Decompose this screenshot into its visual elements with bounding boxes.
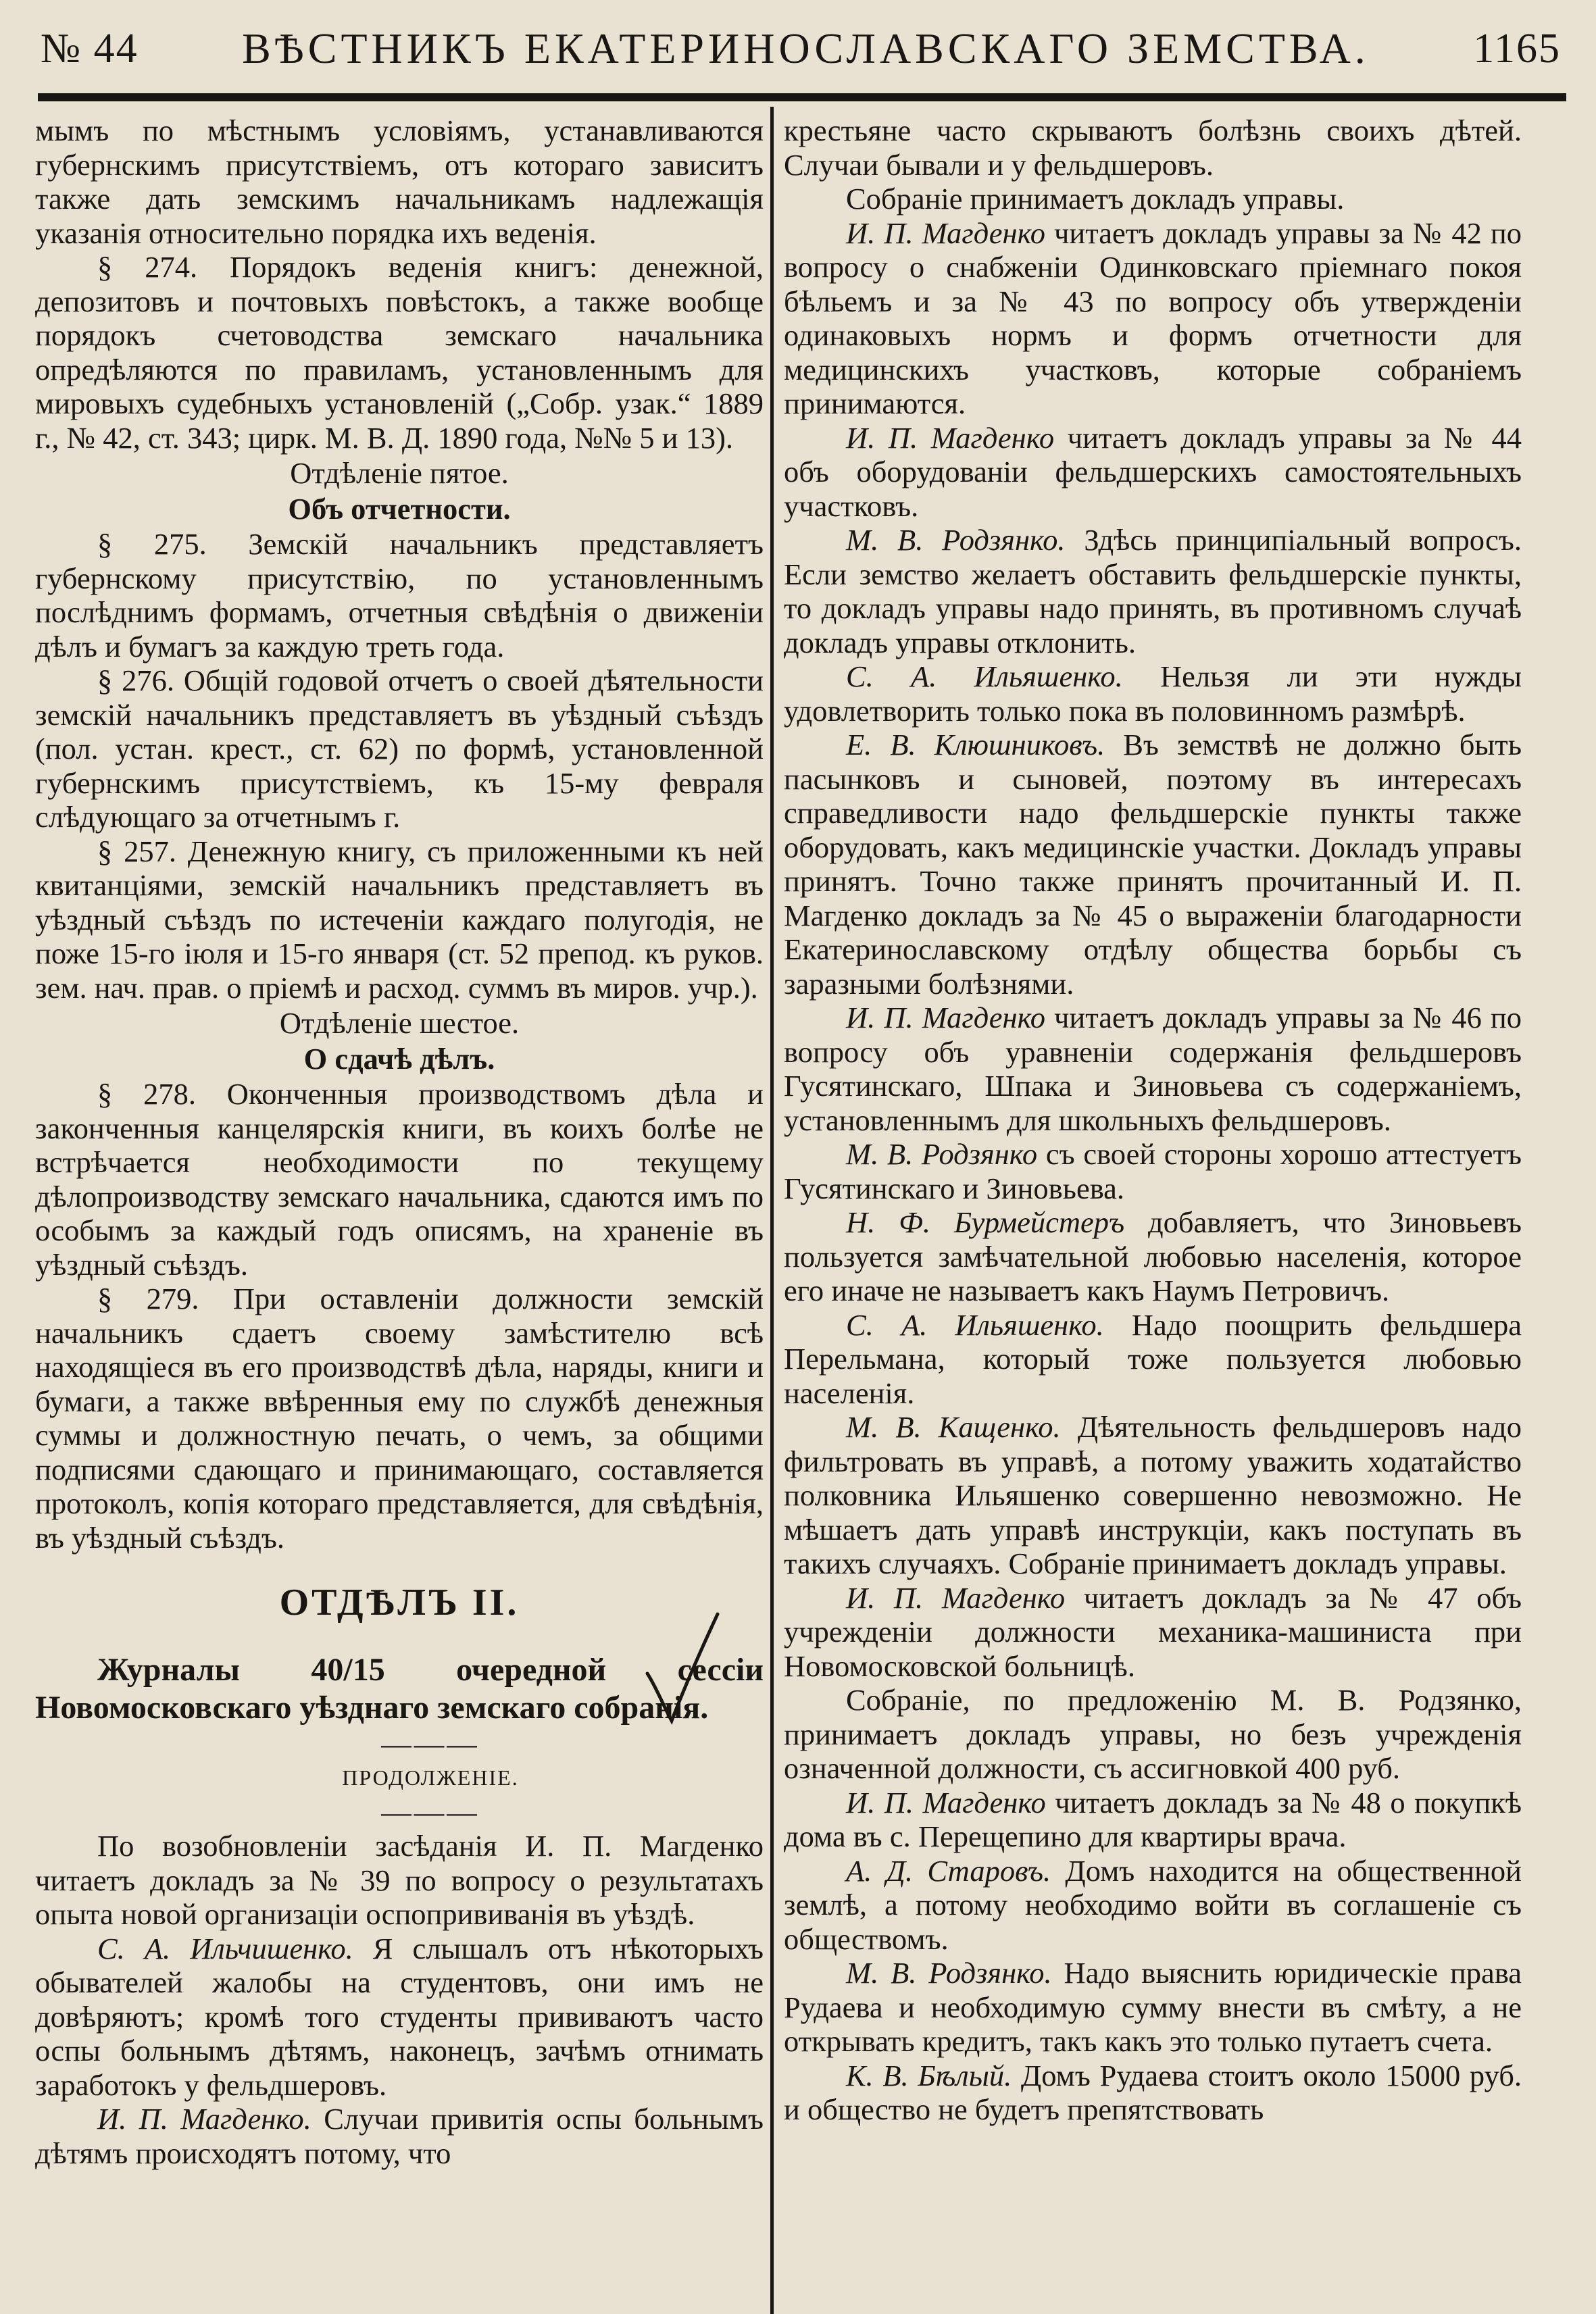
speech-text: читаетъ докладъ за № 47 объ учрежденіи должности механика-машиниста при Новомосковской больницѣ. [784,1580,1522,1683]
paragraph-276: § 276. Общій годовой отчетъ о своей дѣятельности земскій начальникъ представляетъ въ уѣздный съѣздъ (пол. устан. крест., ст. 62) по формѣ, установленной губернскимъ присутствіемъ, къ 15-му февраля слѣдующаго за отчетнымъ г. [35,663,764,834]
speaker-name: М. В. Родзянко [846,1137,1038,1171]
speech-paragraph [784,1581,1522,1684]
speech-text: Домъ Рудаева стоитъ около 15000 руб. и общество не будетъ препятствовать [784,2058,1522,2126]
speaker-name: И. П. Магденко [846,1785,1046,1819]
speech-text: Въ земствѣ не должно быть пасынковъ и сыновей, поэтому въ интересахъ справедливости надо фельдшерскіе пункты также оборудовать, какъ медицинскіе участки. Докладъ управы принятъ. Точно также принятъ прочитанный И. П. Магденко докладъ за № 45 о выраженіи благодарности Екатеринославскому отдѣлу общества борьбы съ заразными болѣзнями. [784,728,1522,1001]
speech-text: Случаи привитія оспы больнымъ дѣтямъ происходятъ потому, что [35,2102,764,2170]
continuation-label: ПРОДОЛЖЕНІЕ. [342,1765,519,1790]
column-divider [770,107,774,2314]
speech-paragraph [784,728,1522,1001]
speaker-name: М. В. Родзянко. [846,523,1066,557]
speech-paragraph [784,523,1522,659]
speech-paragraph [784,659,1522,728]
speech-text: читаетъ докладъ управы за № 46 по вопросу объ уравненіи содержанія фельдшеровъ Гусятинскаго, Шпака и Зиновьева съ содержаніемъ, установленнымъ для школьныхъ фельдшеровъ. [784,1001,1522,1137]
paragraph-279: § 279. При оставленіи должности земскій начальникъ сдаетъ своему замѣстителю всѣ находящіеся въ его производствѣ дѣла, наряды, книги и бумаги, а также ввѣренныя ему по службѣ денежныя суммы и должностную печать, о чемъ, за общими подписями сдающаго и принимающаго, составляется протоколъ, копія котораго представляется, для свѣдѣнія, въ уѣздный съѣздъ. [35,1282,764,1555]
separator-dash: ——— [381,1726,480,1761]
publication-title: ВѢСТНИКЪ ЕКАТЕРИНОСЛАВСКАГО ЗЕМСТВА. [242,24,1370,72]
subsection-title: Объ отчетности. [288,491,511,526]
speaker-name: И. П. Магденко [846,1580,1066,1615]
speaker-name: А. Д. Старовъ. [846,1853,1051,1888]
speaker-name: И. П. Магденко [846,420,1055,455]
speech-paragraph [784,1786,1522,1854]
speech-text: Домъ находится на общественной землѣ, а потому необходимо войти въ соглашеніе съ обществомъ. [784,1853,1522,1956]
speech-text: Нельзя ли эти нужды удовлетворить только пока въ половинномъ размѣрѣ. [784,659,1522,728]
paragraph: мымъ по мѣстнымъ условіямъ, устанавливаются губернскимъ присутствіемъ, отъ котораго зависитъ также дать земскимъ начальникамъ надлежащія указанія относительно порядка ихъ веденія. [35,114,764,250]
left-column [35,114,764,2306]
speech-text: Я слышалъ отъ нѣкоторыхъ обывателей жалобы на студентовъ, они имъ не довѣряютъ; кромѣ того студенты прививаютъ часто оспы больнымъ дѣтямъ, наконецъ, зачѣмъ отнимать заработокъ у фельдшеровъ. [35,1931,764,2102]
speech-paragraph [784,2059,1522,2127]
subsection-label: Отдѣленіе шестое. [279,1006,520,1040]
subsection-title: О сдачѣ дѣлъ. [303,1041,495,1076]
speech-paragraph [35,2102,764,2170]
speech-paragraph [35,1932,764,2103]
speech-text: Здѣсь принципіальный вопросъ. Если земство желаетъ обставить фельдшерскіе пункты, то докладъ управы надо принять, въ противномъ случаѣ докладъ управы отклонить. [784,523,1522,659]
speech-text: съ своей стороны хорошо аттестуетъ Гусятинскаго и Зиновьева. [784,1137,1522,1205]
right-column [784,114,1522,2306]
header-rule [38,93,1566,101]
paragraph: Собраніе, по предложенію М. В. Родзянко, принимаетъ докладъ управы, но безъ учрежденія означенной должности, съ ассигновкой 400 руб. [784,1683,1522,1785]
speech-paragraph [784,216,1522,421]
speaker-name: С. А. Ильяшенко. [846,1307,1104,1342]
paragraph-278: § 278. Оконченныя производствомъ дѣла и законченныя канцелярскія книги, въ коихъ болѣе не встрѣчается необходимости по текущему дѣлопроизводству земскаго начальника, сдаются имъ по особымъ за каждый годъ описямъ, на храненіе въ уѣздный съѣздъ. [35,1077,764,1282]
section-heading: ОТДѢЛЪ II. [279,1582,520,1624]
handwritten-checkmark-icon [642,1611,723,1726]
speech-paragraph [784,1205,1522,1308]
speech-paragraph [784,1137,1522,1205]
speech-paragraph [784,1308,1522,1411]
speech-paragraph [784,1854,1522,1957]
paragraph-275: § 275. Земскій начальникъ представляетъ губернскому присутствію, по установленнымъ послѣднимъ формамъ, отчетныя свѣдѣнія о движеніи дѣлъ и бумагъ за каждую треть года. [35,527,764,663]
speech-paragraph [784,1001,1522,1137]
paragraph-257: § 257. Денежную книгу, съ приложенными къ ней квитанціями, земскій начальникъ представляетъ въ уѣздный съѣздъ по истеченіи каждаго полугодія, не поже 15-го іюля и 15-го января (ст. 52 препод. къ руков. зем. нач. прав. о пріемѣ и расход. суммъ въ миров. учр.). [35,834,764,1005]
speech-text: читаетъ докладъ управы за № 42 по вопросу о снабженіи Одинковскаго пріемнаго покоя бѣльемъ и за № 43 по вопросу объ утвержденіи одинаковыхъ нормъ и формъ отчетности для медицинскихъ участковъ, которые собраніемъ принимаются. [784,216,1522,420]
paragraph: По возобновленіи засѣданія И. П. Магденко читаетъ докладъ за № 39 по вопросу о результатахъ опыта новой организаціи оспопрививанія въ уѣздѣ. [35,1829,764,1931]
speaker-name: И. П. Магденко [846,1001,1045,1034]
speaker-name: С. А. Ильчишенко. [97,1931,353,1965]
speech-paragraph [784,1956,1522,2059]
speaker-name: Н. Ф. Бурмейстеръ [846,1205,1125,1239]
speech-text: добавляетъ, что Зиновьевъ пользуется замѣчательной любовью населенія, которое его иначе не называетъ какъ Наумъ Петровичъ. [784,1205,1522,1307]
journal-title: Журналы 40/15 очередной сессіи Новомосковскаго уѣзднаго земскаго собранія. [35,1651,764,1726]
speech-text: читаетъ докладъ управы за № 44 объ оборудованіи фельдшерскихъ самостоятельныхъ участковъ. [784,420,1522,523]
speaker-name: М. В. Кащенко. [846,1410,1061,1444]
speaker-name: И. П. Магденко [846,216,1045,250]
speech-paragraph [784,421,1522,524]
issue-number: № 44 [41,25,139,72]
paragraph: Собраніе принимаетъ докладъ управы. [846,182,1345,216]
speaker-name: С. А. Ильяшенко. [846,659,1123,693]
separator-dash: ——— [381,1794,480,1829]
speaker-name: И. П. Магденко. [97,2102,311,2136]
speech-text: Надо поощрить фельдшера Перельмана, который тоже пользуется любовью населенія. [784,1307,1522,1410]
paragraph: крестьяне часто скрываютъ болѣзнь своихъ дѣтей. Случаи бывали и у фельдшеровъ. [784,114,1522,182]
speaker-name: К. В. Бѣлый. [846,2058,1012,2092]
speech-text: Дѣятельность фельдшеровъ надо фильтровать въ управѣ, а потому уважить ходатайство полковника Ильяшенко совершенно невозможно. Не мѣшаетъ дать управѣ инструкціи, какъ поступать въ такихъ случаяхъ. Собраніе принимаетъ докладъ управы. [784,1410,1522,1580]
paragraph-274: § 274. Порядокъ веденія книгъ: денежной, депозитовъ и почтовыхъ повѣстокъ, а также вообще порядокъ счетоводства земскаго начальника опредѣляются по правиламъ, установленнымъ для мировыхъ судебныхъ установленій („Собр. узак.“ 1889 г., № 42, ст. 343; цирк. М. В. Д. 1890 года, №№ 5 и 13). [35,250,764,455]
speaker-name: М. В. Родзянко. [846,1956,1052,1990]
page-header [41,15,1561,82]
speaker-name: Е. В. Клюшниковъ. [846,728,1105,761]
speech-text: читаетъ докладъ за № 48 о покупкѣ дома въ с. Перещепино для квартиры врача. [784,1785,1522,1853]
page-number: 1165 [1473,25,1561,72]
subsection-label: Отдѣленіе пятое. [290,456,509,490]
speech-text: Надо выяснить юридическіе права Рудаева и необходимую сумму внести въ смѣту, а не открывать кредитъ, такъ какъ это только путаетъ счета. [784,1956,1522,2058]
speech-paragraph [784,1410,1522,1581]
